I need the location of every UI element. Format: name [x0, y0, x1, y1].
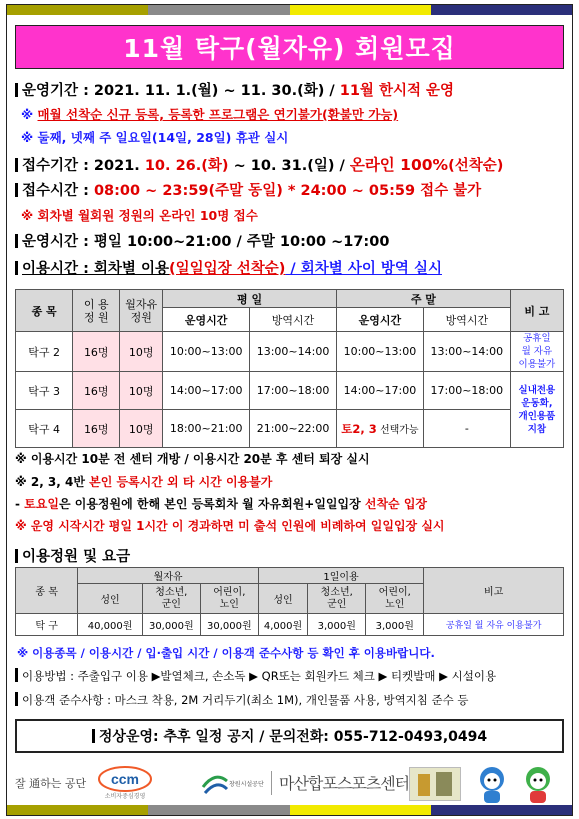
bar-navy [431, 805, 572, 815]
slogan: 잘 通하는 공단 [15, 777, 87, 790]
th-item: 종 목 [16, 290, 73, 332]
fee-table: 종 목 월자유 1일이용 비고 성인 청소년, 군인 어린이, 노인 성인 청소년, 군인 어린이, 노인 탁 구 40,000원 30,000원 30,000원 4,000원 3,000원 3,000원 공휴일 월 자유 이용불가 [15, 567, 564, 636]
usage-method: 이용방법 : 주출입구 이용 ▶발열체크, 손소독 ▶ QR또는 회원카드 체크 ▶ 티켓발매 ▶ 시설이용 [15, 668, 496, 684]
bullet-bar [15, 668, 18, 682]
ccm-badge-icon [97, 765, 153, 801]
bullet-bar [15, 183, 18, 197]
reception-time: 접수시간 : 08:00 ~ 23:59(주말 동일) * 24:00 ~ 05:59 접수 불가 [15, 179, 481, 200]
top-color-bars [7, 5, 572, 15]
fee-heading: 이용정원 및 요금 [15, 545, 130, 566]
svg-text:소비자중심경영: 소비자중심경영 [104, 793, 146, 800]
bar-olive [7, 805, 148, 815]
th-weekend-op: 운영시간 [336, 308, 423, 332]
table-row: 탁구 3 16명 10명 14:00~17:00 17:00~18:00 14:00~17:00 17:00~18:00 실내전용 운동화, 개인용품 지참 [16, 372, 564, 410]
note-closed-days: ※ 둘째, 넷째 주 일요일(14일, 28일) 휴관 실시 [21, 130, 289, 145]
schedule-table [15, 289, 564, 448]
th-capacity: 이 용 정 원 [73, 290, 120, 332]
bottom-color-bars [7, 805, 572, 815]
th-weekend: 주 말 [336, 290, 510, 308]
note-daily-entry: ※ 운영 시작시간 평일 1시간 이 경과하면 미 출석 인원에 비례하여 일일입장 실시 [15, 519, 445, 533]
th-monthly: 월자유 정원 [120, 290, 163, 332]
mascot-photo [409, 767, 461, 801]
mascot-blue [471, 763, 513, 805]
logo-strip [7, 761, 572, 805]
th-weekday: 평 일 [163, 290, 337, 308]
mascot-green [517, 763, 559, 805]
center-name: 마산합포스포츠센터 [279, 774, 410, 793]
corp-logo [199, 769, 231, 799]
note-entry: ※ 이용시간 10분 전 센터 개방 / 이용시간 20분 후 센터 퇴장 실시 [15, 452, 370, 466]
th-remark: 비 고 [510, 290, 563, 332]
table-row: 탁 구 40,000원 30,000원 30,000원 4,000원 3,000원 3,000원 공휴일 월 자유 이용불가 [16, 614, 564, 636]
bullet-bar [92, 729, 95, 743]
trophy-icon [410, 768, 462, 802]
user-rules: 이용객 준수사항 : 마스크 착용, 2M 거리두기(최소 1M), 개인물품 사용, 방역지침 준수 등 [15, 692, 469, 708]
poster [6, 4, 573, 816]
bullet-bar [15, 234, 18, 248]
corp-swirl-icon [199, 769, 231, 799]
bar-gray [148, 805, 289, 815]
mascot-icon [517, 763, 559, 805]
reception-period: 접수기간 : 2021. 10. 26.(화) ~ 10. 31.(일) / 온라인 100%(선착순) [15, 153, 503, 175]
operating-time: 운영시간 : 평일 10:00~21:00 / 주말 10:00 ~17:00 [15, 230, 389, 251]
th-weekday-op: 운영시간 [163, 308, 250, 332]
operating-period: 운영기간 : 2021. 11. 1.(월) ~ 11. 30.(화) / 11월 한시적 운영 [15, 79, 454, 100]
note-online-quota: ※ 회차별 월회원 정원의 온라인 10명 접수 [21, 208, 258, 223]
title-banner [15, 25, 564, 69]
usage-time: 이용시간 : 회차별 이용(일일입장 선착순) / 회차별 사이 방역 실시 [15, 257, 442, 278]
th-weekday-disinfect: 방역시간 [250, 308, 337, 332]
table-row: 탁구 2 16명 10명 10:00~13:00 13:00~14:00 10:00~13:00 13:00~14:00 공휴일 월 자유 이용불가 [16, 332, 564, 372]
bar-yellow [290, 5, 431, 15]
bullet-bar [15, 83, 18, 97]
note-registration: ※ 매월 선착순 신규 등록, 등록한 프로그램은 연기불가(환불만 가능) [21, 107, 399, 122]
note-classes: ※ 2, 3, 4반 본인 등록시간 외 타 시간 이용불가 [15, 475, 273, 489]
bar-yellow [290, 805, 431, 815]
svg-text:ccm: ccm [110, 771, 140, 787]
bullet-bar [15, 549, 18, 563]
bar-navy [431, 5, 572, 15]
contact-box: 정상운영: 추후 일정 공지 / 문의전화: 055-712-0493,0494 [15, 719, 564, 753]
mascot-icon [471, 763, 513, 805]
th-weekend-disinfect: 방역시간 [423, 308, 510, 332]
bar-gray [148, 5, 289, 15]
ccm-logo [97, 765, 153, 801]
bullet-bar [15, 692, 18, 706]
table-row: 탁구 4 16명 10명 18:00~21:00 21:00~22:00 토2, 3 선택가능 - [16, 410, 564, 448]
bullet-bar [15, 158, 18, 172]
remark-shoes: 실내전용 운동화, 개인용품 지참 [510, 372, 563, 448]
remark-holiday: 공휴일 월 자유 이용불가 [510, 332, 563, 372]
bar-olive [7, 5, 148, 15]
divider [271, 771, 272, 795]
confirm-note: ※ 이용종목 / 이용시간 / 입·출입 시간 / 이용객 준수사항 등 확인 후 이용바랍니다. [17, 646, 435, 660]
note-saturday: - 토요일은 이용정원에 한해 본인 등록회차 월 자유회원+일일입장 선착순 입장 [15, 497, 428, 511]
corp-name: 창원시설공단 [229, 781, 264, 788]
bullet-bar [15, 261, 18, 275]
page-title: 11월 탁구(월자유) 회원모집 [123, 34, 456, 63]
